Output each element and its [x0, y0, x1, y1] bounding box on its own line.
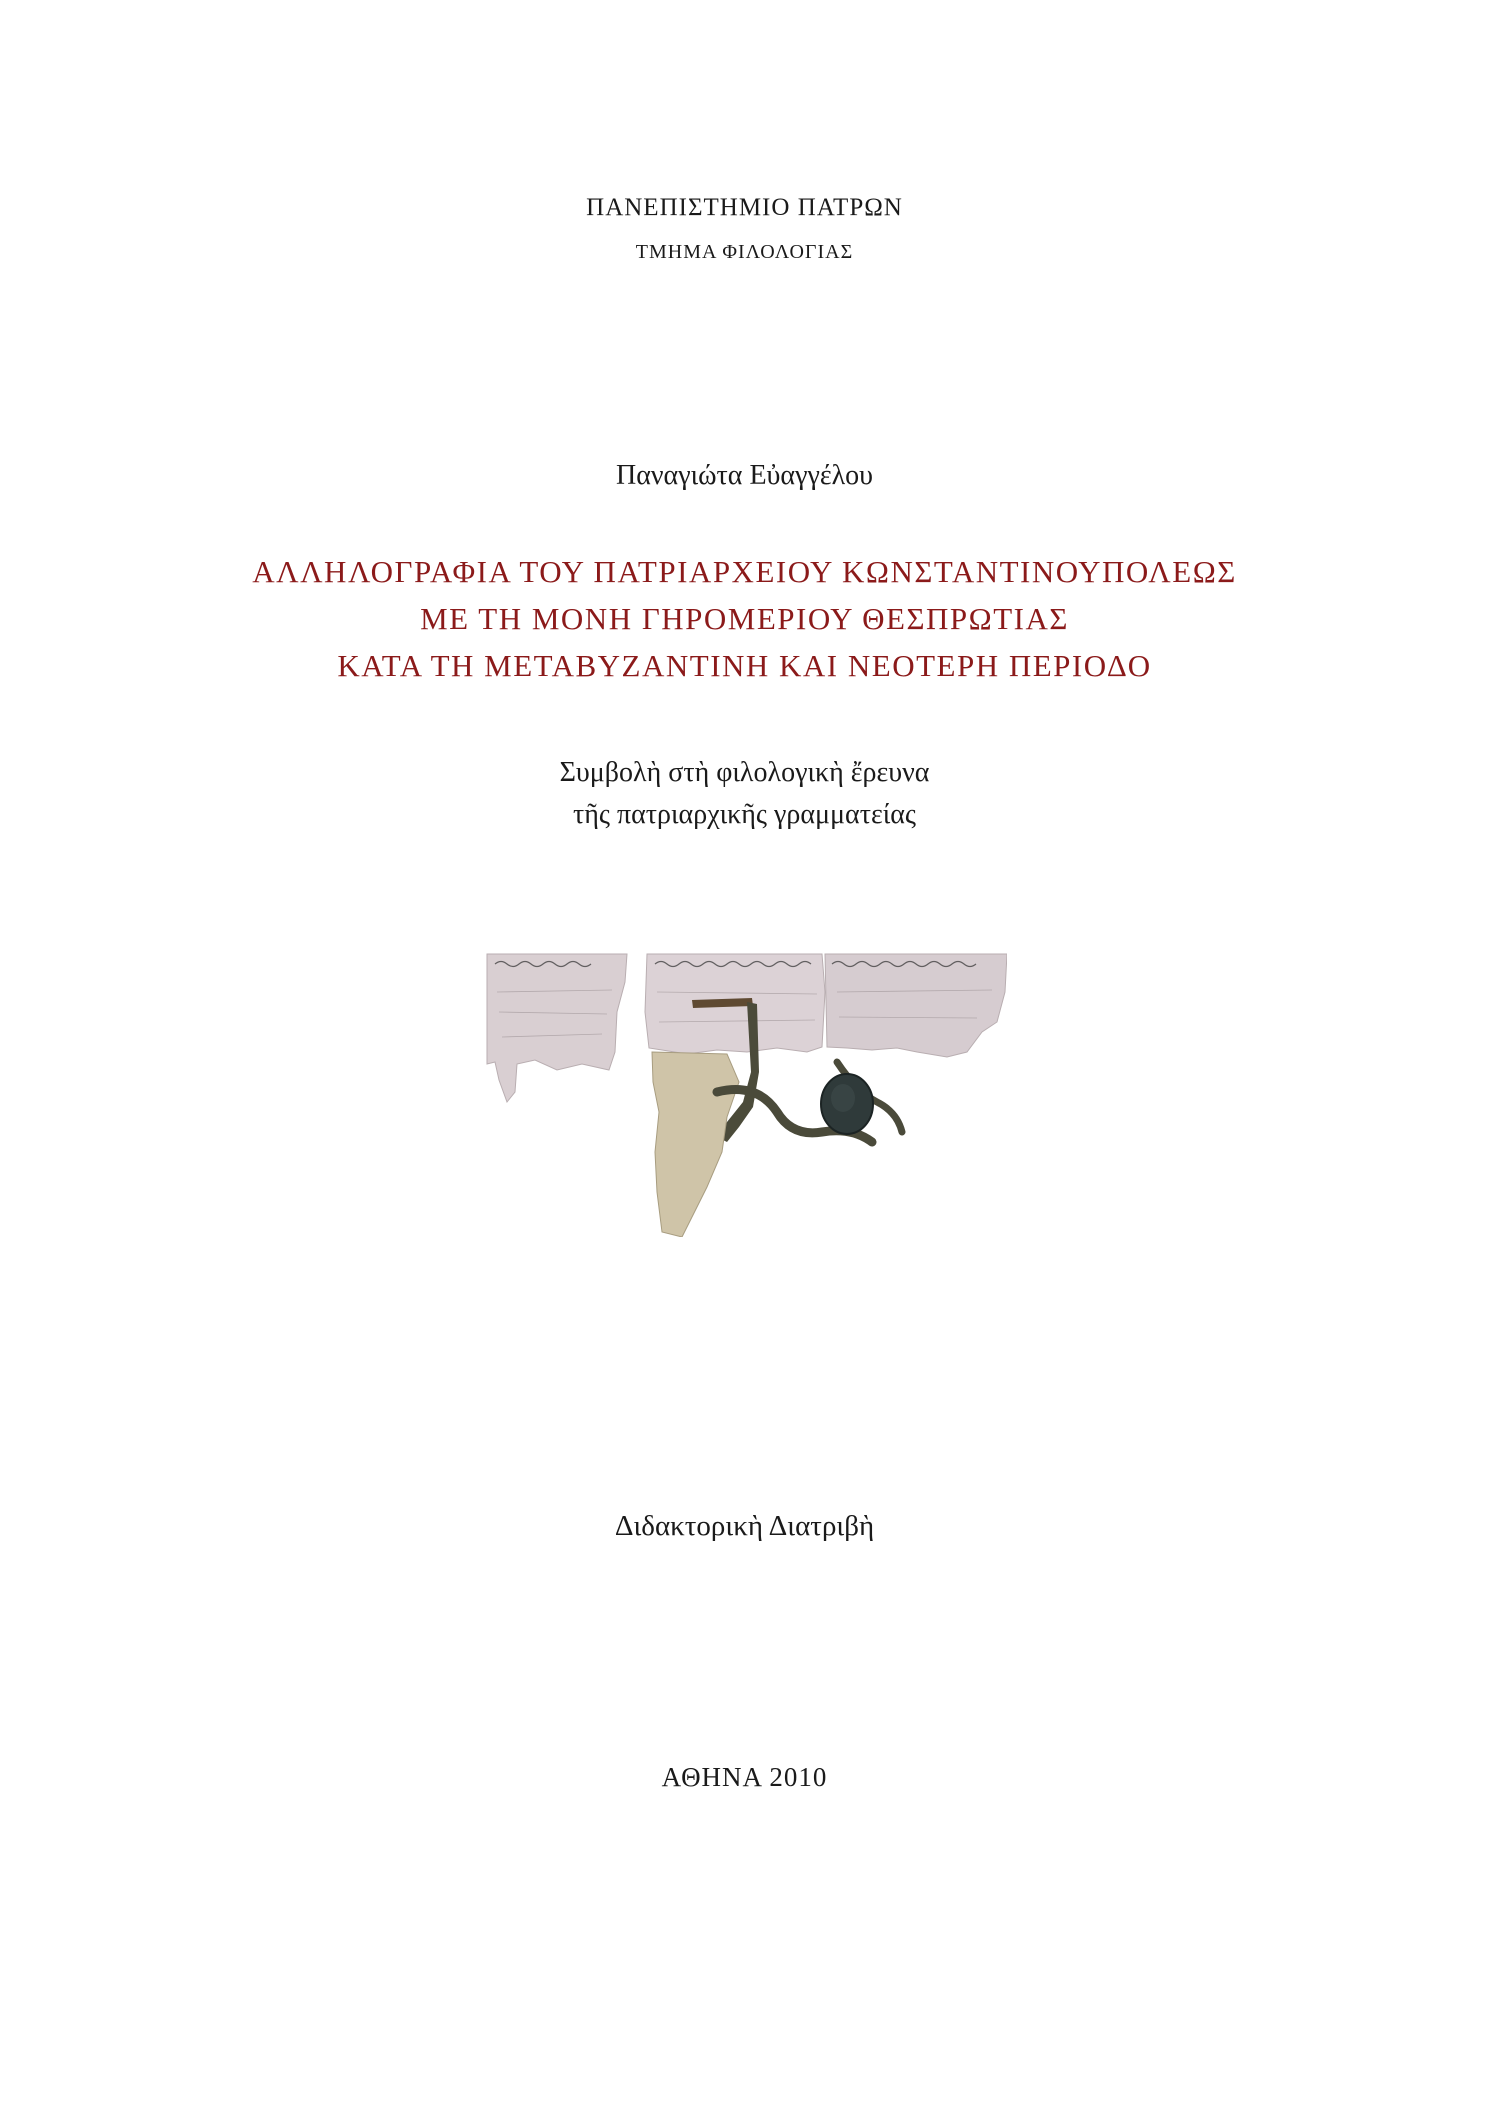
place-and-year: ΑΘΗΝΑ 2010: [661, 1762, 828, 1792]
parchment-fragment-lower: [652, 1052, 739, 1237]
thesis-subtitle: [0, 752, 1489, 836]
parchment-fragment-left: [487, 954, 627, 1102]
university-name: ΠΑΝΕΠΙΣΤΗΜΙΟ ΠΑΤΡΩΝ: [586, 194, 903, 221]
title-line: ΜΕ ΤΗ ΜΟΝΗ ΓΗΡΟΜΕΡΙΟΥ ΘΕΣΠΡΩΤΙΑΣ: [420, 601, 1069, 636]
parchment-fragment-right: [825, 954, 1007, 1057]
author-name: Παναγιώτα Εὐαγγέλου: [615, 460, 874, 491]
thesis-title: [0, 548, 1489, 689]
department-name: ΤΜΗΜΑ ΦΙΛΟΛΟΓΙΑΣ: [635, 241, 854, 263]
manuscript-with-seal-image: [477, 952, 1007, 1237]
title-line: ΑΛΛΗΛΟΓΡΑΦΙΑ ΤΟΥ ΠΑΤΡΙΑΡΧΕΙΟΥ ΚΩΝΣΤΑΝΤΙΝΟΥΠΟΛΕΩΣ: [252, 554, 1237, 589]
subtitle-line: Συμβολὴ στὴ φιλολογικὴ ἔρευνα: [559, 757, 930, 788]
subtitle-line: τῆς πατριαρχικῆς γραμματείας: [573, 799, 916, 830]
title-line: ΚΑΤΑ ΤΗ ΜΕΤΑΒΥΖΑΝΤΙΝΗ ΚΑΙ ΝΕΟΤΕΡΗ ΠΕΡΙΟΔΟ: [337, 648, 1152, 683]
document-type: Διδακτορικὴ Διατριβὴ: [614, 1510, 875, 1542]
